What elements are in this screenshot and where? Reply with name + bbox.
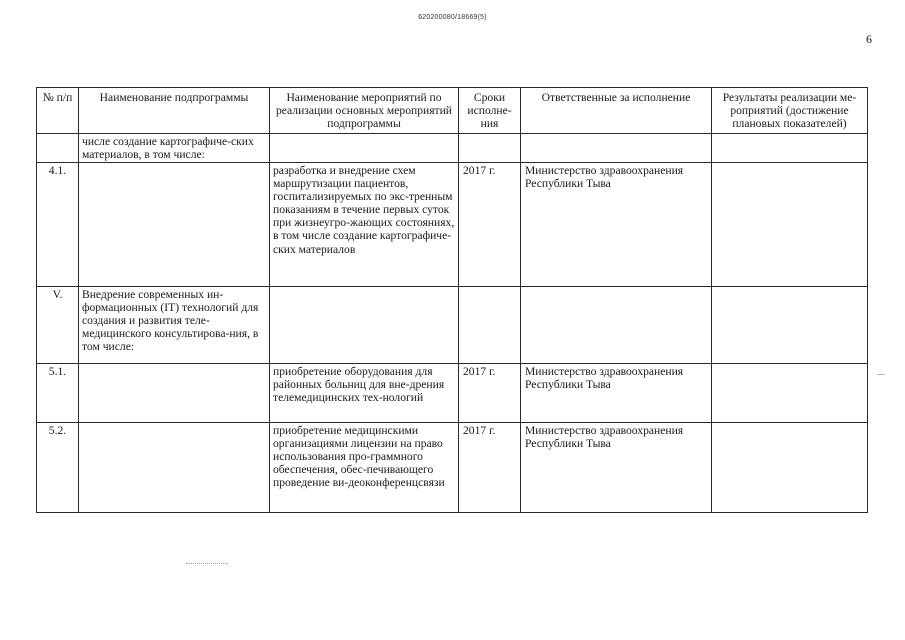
row-subprogram: Внедрение современных ин-формационных (IT) технологий для создания и развития теле-медицинского консультирова-ния, в том числе: xyxy=(79,287,270,364)
row-term: 2017 г. xyxy=(459,364,521,423)
row-num xyxy=(37,134,79,163)
row-term: 2017 г. xyxy=(459,423,521,513)
row-subprogram xyxy=(79,364,270,423)
row-subprogram xyxy=(79,163,270,287)
row-subprogram xyxy=(79,423,270,513)
row-num: 5.2. xyxy=(37,423,79,513)
row-activity: разработка и внедрение схем маршрутизации пациентов, госпитализируемых по экс-тренным показаниям в течение первых суток при жизнеугро-жающих состояниях, в том числе создание картографиче-ских материалов xyxy=(270,163,459,287)
document-id: 620200080/18669(5) xyxy=(418,14,487,21)
scan-artifact xyxy=(877,374,885,375)
row-activity: приобретение оборудования для районных больниц для вне-дрения телемедицинских тех-нологий xyxy=(270,364,459,423)
header-num: № п/п xyxy=(37,88,79,134)
row-subprogram: числе создание картографиче-ских материалов, в том числе: xyxy=(79,134,270,163)
table-row xyxy=(37,134,868,163)
row-results xyxy=(712,287,868,364)
page-number: 6 xyxy=(866,32,872,46)
header-responsible: Ответственные за исполнение xyxy=(521,88,712,134)
row-term: 2017 г. xyxy=(459,163,521,287)
row-num: V. xyxy=(37,287,79,364)
row-results xyxy=(712,134,868,163)
table-row xyxy=(37,287,868,364)
table-row xyxy=(37,423,868,513)
row-responsible xyxy=(521,287,712,364)
row-results xyxy=(712,163,868,287)
table-row xyxy=(37,163,868,287)
row-activity: приобретение медицинскими организациями лицензии на право использования про-граммного обеспечения, обес-печивающего проведение ви-деоконференцсвязи xyxy=(270,423,459,513)
row-activity xyxy=(270,287,459,364)
activities-table xyxy=(36,87,868,513)
row-num: 5.1. xyxy=(37,364,79,423)
row-activity xyxy=(270,134,459,163)
header-subprogram: Наименование подпрограммы xyxy=(79,88,270,134)
header-term: Сроки исполне-ния xyxy=(459,88,521,134)
row-responsible xyxy=(521,134,712,163)
row-responsible: Министерство здравоохранения Республики Тыва xyxy=(521,364,712,423)
row-num: 4.1. xyxy=(37,163,79,287)
row-term xyxy=(459,134,521,163)
scan-artifact xyxy=(186,563,228,565)
row-results xyxy=(712,364,868,423)
row-term xyxy=(459,287,521,364)
header-activity: Наименование мероприятий по реализации основных мероприятий подпрограммы xyxy=(270,88,459,134)
row-responsible: Министерство здравоохранения Республики Тыва xyxy=(521,423,712,513)
header-results: Результаты реализации ме-роприятий (достижение плановых показателей) xyxy=(712,88,868,134)
row-responsible: Министерство здравоохранения Республики Тыва xyxy=(521,163,712,287)
row-results xyxy=(712,423,868,513)
table-header-row xyxy=(37,88,868,134)
table-row xyxy=(37,364,868,423)
